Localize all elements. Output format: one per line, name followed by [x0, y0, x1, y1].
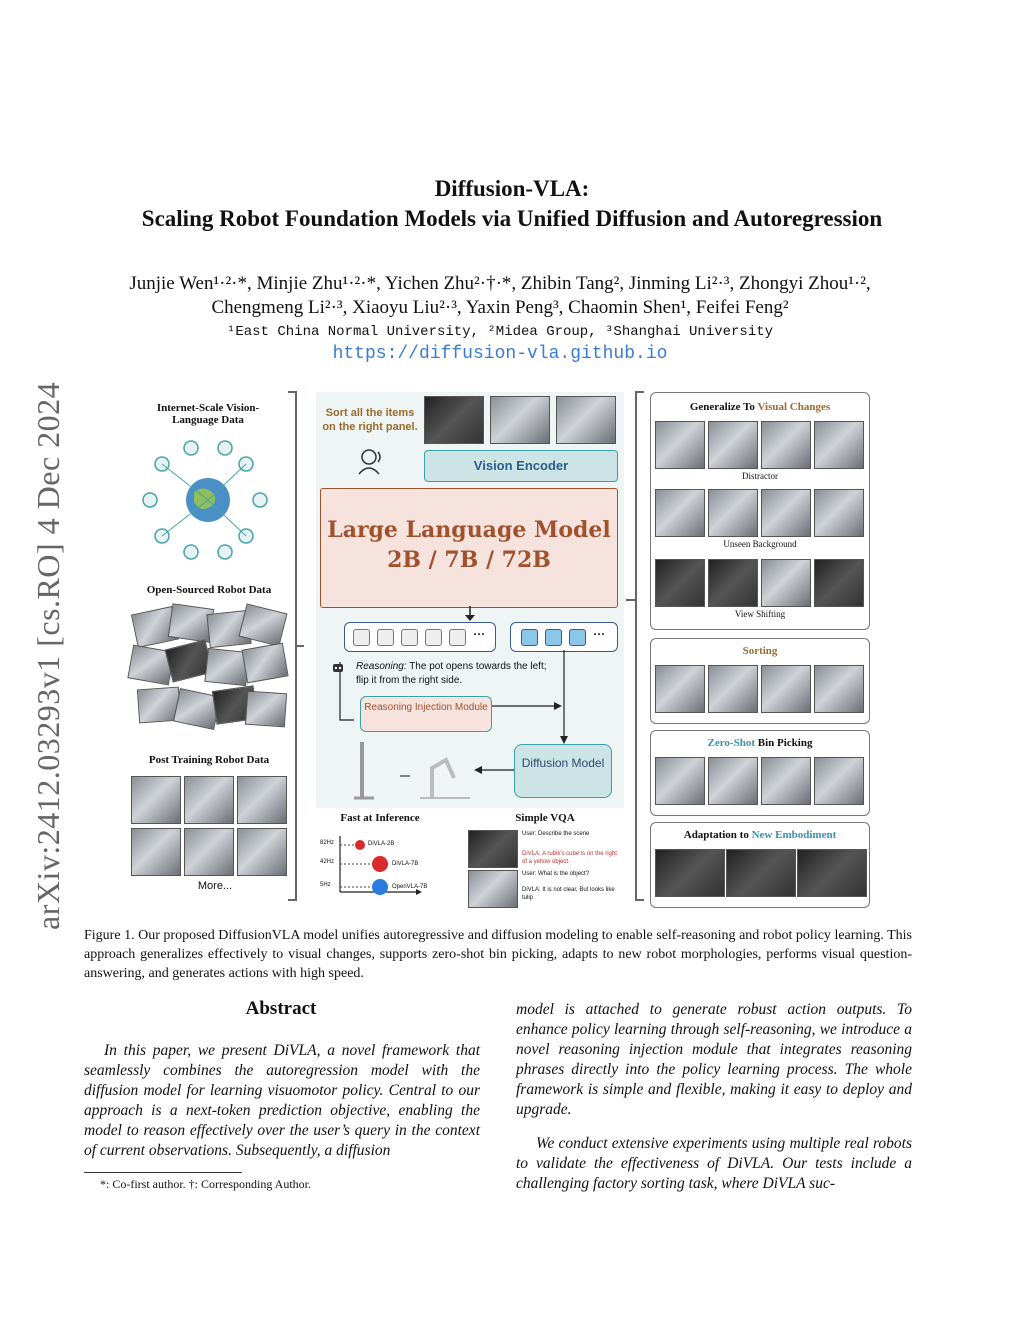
abstract-right-paragraph-1: model is attached to generate robust action outputs. To enhance policy learning through self-reasoning, we introduce a novel reasoning injection module that integrates reasoning phrases directly into the policy learning process. The whole framework is simple and flexible, making it easy to deploy and upgrade.: [516, 1001, 912, 1118]
speed-hz-2: 5Hz: [320, 882, 331, 888]
abstract-left-paragraph: In this paper, we present DiVLA, a novel framework that seamlessly combines the autoregression model with the diffusion model for learning visuomotor policy. Central to our approach is a next-token prediction objective, enabling the model to reason effectively over the user’s query in the context of current observations. Subsequently, a diffusion: [84, 1042, 480, 1159]
reasoning-text: Reasoning: The pot opens towards the left; flip it from the right side.: [356, 661, 547, 686]
distractor-label: Distractor: [742, 471, 778, 481]
paper-title-line1: Diffusion-VLA:: [434, 176, 590, 201]
footnote: *: Co-first author. †: Corresponding Author.: [100, 1177, 311, 1191]
authors-line1: Junjie Wen¹·²·*, Minjie Zhu¹·²·*, Yichen Zhu²·†·*, Zhibin Tang², Jinming Li²·³, Zhongyi Zhou¹·²,: [129, 273, 871, 294]
action-tokens: ···: [510, 622, 618, 652]
figure-caption: Figure 1. Our proposed DiffusionVLA model unifies autoregressive and diffusion modeling to enable self-reasoning and robot policy learning. This approach generalizes effectively to visual changes, supports zero-shot bin picking, adapts to new robot morphologies, performs visual question-answering, and generates actions with high speed.: [84, 928, 912, 981]
speed-model-0: DiVLA-2B: [368, 841, 395, 847]
arrow-down-icon: [460, 606, 480, 622]
diffusion-model-box: Diffusion Model: [514, 744, 612, 798]
reasoning-tokens: ···: [344, 622, 496, 652]
unseen-background-label: Unseen Background: [723, 539, 797, 549]
embodiment-title: Adaptation to New Embodiment: [683, 829, 837, 841]
figure-1: [120, 388, 880, 908]
sorting-panel: [650, 638, 870, 724]
embodiment-panel: [650, 822, 870, 908]
vqa-q2: User: What is the object?: [522, 871, 590, 877]
internet-data-label: Internet-Scale Vision-Language Data: [156, 402, 260, 426]
open-source-collage: [130, 604, 286, 732]
llm-sizes: 2B / 7B / 72B: [387, 547, 551, 573]
speed-hz-1: 42Hz: [320, 859, 335, 865]
vqa-q1: User: Describe the scene: [522, 831, 590, 837]
left-bracket: [286, 388, 306, 904]
robot-arm-icon: [350, 738, 480, 802]
right-bracket: [624, 388, 650, 904]
llm-box: [320, 488, 618, 608]
vqa-a2: DiVLA: It is not clear, But looks like tulip: [522, 887, 615, 901]
view-shifting-label: View Shifting: [734, 609, 786, 619]
instruction-text: Sort all the items on the right panel.: [322, 407, 418, 433]
speed-model-1: DiVLA-7B: [392, 861, 419, 867]
speed-hz-0: 82Hz: [320, 840, 335, 846]
affiliations: ¹East China Normal University, ²Midea Group, ³Shanghai University: [226, 324, 774, 340]
robot-icon: [330, 660, 346, 676]
reasoning-injection-module: Reasoning Injection Module: [360, 696, 492, 732]
project-url[interactable]: https://diffusion-vla.github.io: [332, 344, 668, 364]
speed-chart: [316, 832, 466, 902]
bin-picking-panel: [650, 730, 870, 816]
vqa-a1: DiVLA: A rubik's cube is on the right of a yellow object.: [522, 851, 617, 865]
post-training-label: Post Training Robot Data: [148, 754, 270, 766]
abstract-heading: Abstract: [245, 998, 317, 1019]
generalize-title: Generalize To Visual Changes: [689, 401, 831, 413]
generalize-panel: [650, 392, 870, 630]
fast-inference-label: Fast at Inference: [340, 812, 420, 824]
speed-model-2: OpenVLA-7B: [392, 884, 428, 890]
llm-title: Large Language Model: [327, 517, 611, 543]
paper-title-line2: Scaling Robot Foundation Models via Unified Diffusion and Autoregression: [141, 206, 883, 231]
sorting-title: Sorting: [742, 645, 778, 657]
simple-vqa-label: Simple VQA: [515, 812, 575, 824]
speech-user-icon: [356, 446, 386, 476]
bin-picking-title: Zero-Shot Bin Picking: [707, 737, 813, 749]
more-label: More...: [197, 880, 233, 892]
authors-line2: Chengmeng Li²·³, Xiaoyu Liu²·³, Yaxin Peng³, Chaomin Shen¹, Feifei Feng²: [211, 297, 789, 318]
globe-network-icon: [138, 434, 278, 564]
abstract-right-paragraph-2: We conduct extensive experiments using multiple real robots to validate the effectiveness of DiVLA. Our tests include a challenging factory sorting task, where DiVLA suc-: [516, 1135, 912, 1192]
vision-encoder-box: Vision Encoder: [424, 450, 618, 482]
arxiv-sidebar-id: arXiv:2412.03293v1 [cs.RO] 4 Dec 2024: [30, 381, 66, 930]
footnote-rule: [84, 1172, 242, 1173]
open-source-label: Open-Sourced Robot Data: [146, 584, 272, 596]
